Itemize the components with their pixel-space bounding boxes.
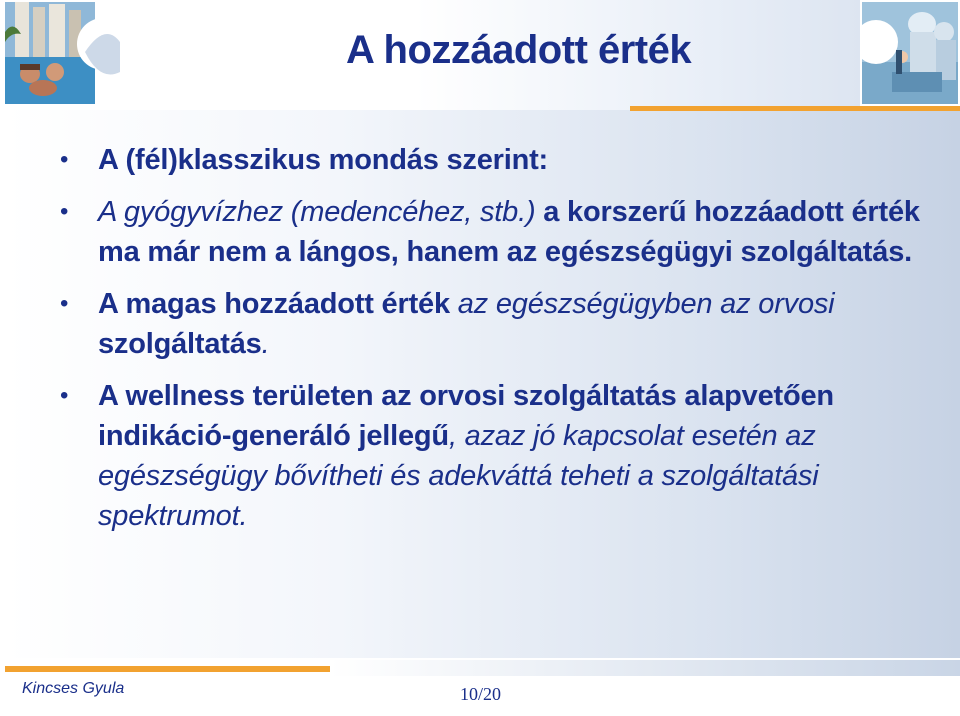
- surgery-photo: [862, 2, 958, 104]
- bullet-item: [60, 284, 920, 364]
- footer-accent-line: [5, 666, 330, 672]
- bullet-marker: •: [60, 198, 69, 225]
- bullet-marker: •: [60, 146, 69, 173]
- bullet-item: [60, 192, 920, 272]
- header-accent-line: [630, 106, 960, 111]
- bullet-text-run: , azaz jó kapcsolat esetén az egészségügy bővítheti és adekváttá teheti a szolgáltatási spektrumot.: [98, 420, 819, 532]
- bullet-text-run: .: [261, 328, 270, 360]
- bullet-text-run: szolgáltatás: [98, 328, 262, 360]
- bullet-marker: •: [60, 290, 69, 317]
- bullet-list: [60, 140, 920, 548]
- footer-band: [330, 660, 960, 676]
- bullet-text-run: A magas hozzáadott érték: [98, 288, 458, 320]
- bullet-text-run: A wellness területen az orvosi szolgáltatás alapvetően indikáció-generáló jellegű: [98, 380, 834, 452]
- slide-title: A hozzáadott érték: [346, 28, 692, 72]
- spa-photo: [5, 2, 120, 104]
- bullet-item: [60, 376, 920, 536]
- bullet-text-run: A (fél)klasszikus mondás szerint:: [98, 144, 549, 176]
- bullet-text-run: az egészségügyben az orvosi: [457, 288, 835, 320]
- footer-author: Kincses Gyula: [22, 680, 125, 697]
- bullet-text-run: A gyógyvízhez (medencéhez, stb.): [98, 196, 544, 228]
- bullet-item: [60, 140, 920, 180]
- page-number: 10/20: [460, 684, 502, 704]
- bullet-text-run: a korszerű hozzáadott érték ma már nem a lángos, hanem az egészségügyi szolgáltatás.: [98, 196, 920, 268]
- bullet-marker: •: [60, 382, 69, 409]
